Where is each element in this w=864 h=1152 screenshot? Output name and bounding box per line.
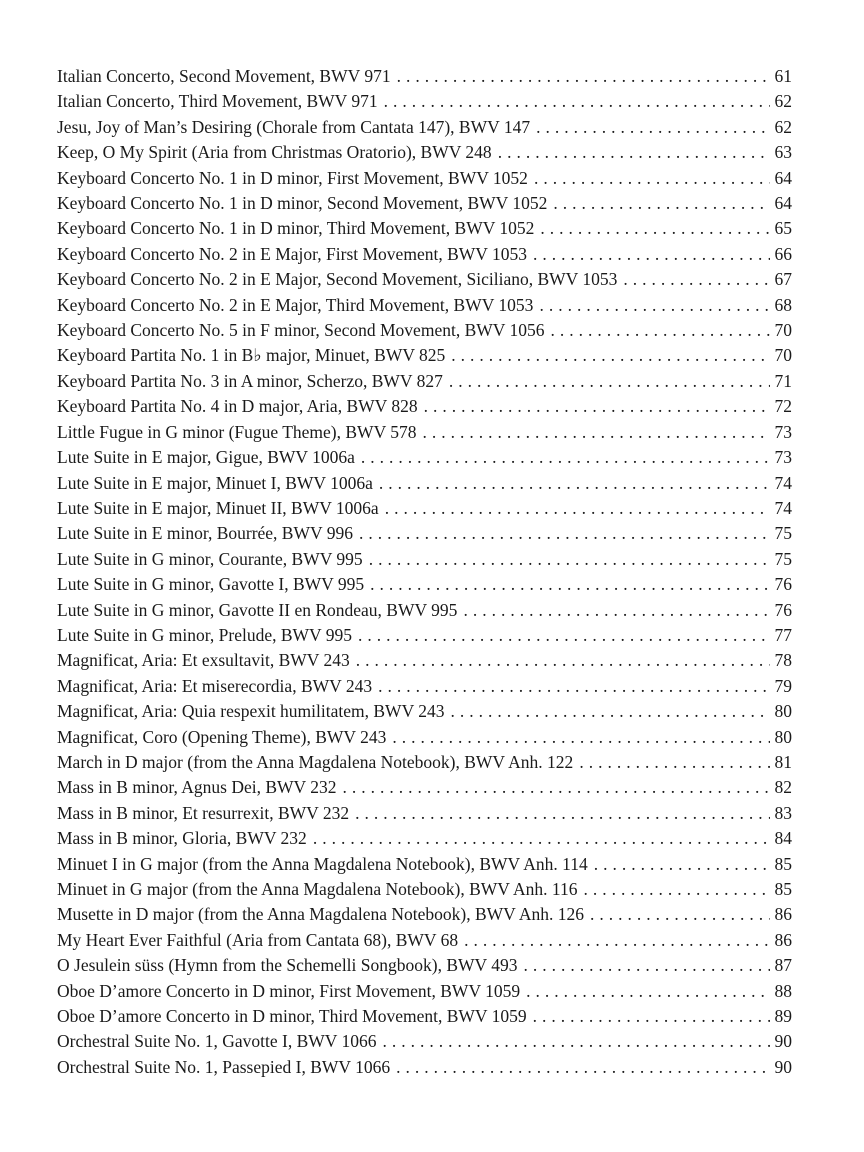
toc-entry xyxy=(57,826,792,851)
toc-entry xyxy=(57,547,792,572)
toc-entry-page: 76 xyxy=(774,574,792,595)
dot-leader xyxy=(392,725,769,750)
toc-entry-page: 86 xyxy=(774,904,792,925)
dot-leader xyxy=(533,1004,770,1029)
toc-entry-page: 90 xyxy=(774,1056,792,1077)
toc-entry-title: Lute Suite in E major, Gigue, BWV 1006a xyxy=(57,447,355,468)
toc-entry-title: Keyboard Concerto No. 1 in D minor, Second Movement, BWV 1052 xyxy=(57,193,548,214)
toc-entry-page: 72 xyxy=(774,396,792,417)
dot-leader xyxy=(449,369,770,394)
dot-leader xyxy=(540,216,769,241)
toc-entry-title: Keyboard Concerto No. 2 in E Major, Third Movement, BWV 1053 xyxy=(57,294,534,315)
toc-entry xyxy=(57,1029,792,1054)
toc-entry-page: 75 xyxy=(774,548,792,569)
toc-entry-page: 66 xyxy=(774,243,792,264)
toc-entry-title: Lute Suite in G minor, Gavotte I, BWV 995 xyxy=(57,574,365,595)
toc-entry-title: Keyboard Partita No. 3 in A minor, Scherzo, BWV 827 xyxy=(57,370,443,391)
toc-entry-title: Keyboard Partita No. 1 in B♭ major, Minuet, BWV 825 xyxy=(57,345,446,366)
toc-entry-page: 64 xyxy=(774,167,792,188)
toc-entry-title: Keyboard Concerto No. 1 in D minor, First Movement, BWV 1052 xyxy=(57,167,528,188)
dot-leader xyxy=(526,979,769,1004)
dot-leader xyxy=(539,293,769,318)
toc-entry-title: Keyboard Concerto No. 2 in E Major, Second Movement, Siciliano, BWV 1053 xyxy=(57,269,618,290)
dot-leader xyxy=(370,572,769,597)
toc-entry xyxy=(57,877,792,902)
toc-entry xyxy=(57,394,792,419)
toc-entry-page: 65 xyxy=(774,218,792,239)
toc-entry xyxy=(57,420,792,445)
dot-leader xyxy=(384,89,770,114)
toc-entry-title: Minuet I in G major (from the Anna Magdalena Notebook), BWV Anh. 114 xyxy=(57,853,588,874)
toc-entry-title: Lute Suite in G minor, Prelude, BWV 995 xyxy=(57,624,352,645)
toc-entry xyxy=(57,166,792,191)
toc-entry-page: 68 xyxy=(774,294,792,315)
dot-leader xyxy=(579,750,769,775)
toc-entry-title: Lute Suite in E minor, Bourrée, BWV 996 xyxy=(57,523,353,544)
toc-entry-page: 73 xyxy=(774,421,792,442)
toc-entry xyxy=(57,140,792,165)
toc-entry xyxy=(57,115,792,140)
toc-entry xyxy=(57,623,792,648)
toc-entry-page: 76 xyxy=(774,599,792,620)
toc-entry xyxy=(57,979,792,1004)
dot-leader xyxy=(342,775,769,800)
toc-entry xyxy=(57,521,792,546)
toc-entry xyxy=(57,648,792,673)
dot-leader xyxy=(623,267,769,292)
dot-leader xyxy=(359,521,770,546)
dot-leader xyxy=(397,64,770,89)
dot-leader xyxy=(423,420,770,445)
toc-entry-page: 73 xyxy=(774,447,792,468)
dot-leader xyxy=(379,471,770,496)
dot-leader xyxy=(584,877,770,902)
toc-entry-page: 81 xyxy=(774,751,792,772)
dot-leader xyxy=(361,445,770,470)
toc-entry-page: 62 xyxy=(774,91,792,112)
toc-entry xyxy=(57,674,792,699)
toc-entry-page: 78 xyxy=(774,650,792,671)
dot-leader xyxy=(451,699,770,724)
toc-list xyxy=(57,64,792,1080)
dot-leader xyxy=(358,623,770,648)
toc-entry-title: Magnificat, Coro (Opening Theme), BWV 243 xyxy=(57,726,387,747)
toc-entry xyxy=(57,699,792,724)
toc-entry xyxy=(57,267,792,292)
toc-entry xyxy=(57,775,792,800)
dot-leader xyxy=(594,852,770,877)
dot-leader xyxy=(382,1029,769,1054)
toc-entry xyxy=(57,445,792,470)
toc-entry-page: 64 xyxy=(774,193,792,214)
toc-entry-title: Minuet in G major (from the Anna Magdalena Notebook), BWV Anh. 116 xyxy=(57,879,578,899)
toc-entry-title: Little Fugue in G minor (Fugue Theme), BWV 578 xyxy=(57,421,417,442)
dot-leader xyxy=(356,648,770,673)
toc-entry-page: 84 xyxy=(774,828,792,849)
toc-entry-page: 82 xyxy=(774,777,792,798)
dot-leader xyxy=(313,826,770,851)
toc-entry xyxy=(57,1055,792,1080)
dot-leader xyxy=(534,166,770,191)
toc-entry-title: Lute Suite in E major, Minuet II, BWV 1006a xyxy=(57,497,379,518)
toc-entry xyxy=(57,471,792,496)
dot-leader xyxy=(498,140,770,165)
toc-entry-title: Magnificat, Aria: Et exsultavit, BWV 243 xyxy=(57,650,350,671)
dot-leader xyxy=(463,598,769,623)
toc-entry-page: 61 xyxy=(774,66,792,86)
toc-entry-title: Keep, O My Spirit (Aria from Christmas Oratorio), BWV 248 xyxy=(57,142,492,163)
toc-entry-title: Oboe D’amore Concerto in D minor, First Movement, BWV 1059 xyxy=(57,980,521,1001)
toc-entry-page: 74 xyxy=(774,472,792,493)
toc-entry-page: 79 xyxy=(774,675,792,696)
dot-leader xyxy=(550,318,769,343)
toc-entry xyxy=(57,216,792,241)
toc-entry xyxy=(57,496,792,521)
toc-entry-title: Orchestral Suite No. 1, Passepied I, BWV 1066 xyxy=(57,1056,391,1077)
toc-entry xyxy=(57,293,792,318)
toc-entry-title: March in D major (from the Anna Magdalena Notebook), BWV Anh. 122 xyxy=(57,751,574,772)
toc-entry-page: 62 xyxy=(774,116,792,137)
toc-entry xyxy=(57,242,792,267)
toc-entry-title: Orchestral Suite No. 1, Gavotte I, BWV 1066 xyxy=(57,1031,377,1052)
dot-leader xyxy=(553,191,769,216)
toc-entry xyxy=(57,953,792,978)
toc-entry-title: Lute Suite in G minor, Courante, BWV 995 xyxy=(57,548,363,569)
toc-entry-title: Mass in B minor, Gloria, BWV 232 xyxy=(57,828,307,849)
toc-entry xyxy=(57,191,792,216)
toc-entry-title: Keyboard Partita No. 4 in D major, Aria, BWV 828 xyxy=(57,396,418,417)
toc-entry-page: 85 xyxy=(774,879,792,899)
dot-leader xyxy=(451,343,769,368)
dot-leader xyxy=(396,1055,769,1080)
toc-entry-title: O Jesulein süss (Hymn from the Schemelli Songbook), BWV 493 xyxy=(57,955,518,976)
toc-entry-title: Italian Concerto, Second Movement, BWV 971 xyxy=(57,66,391,86)
toc-entry-title: Lute Suite in G minor, Gavotte II en Rondeau, BWV 995 xyxy=(57,599,458,620)
toc-entry-title: My Heart Ever Faithful (Aria from Cantata 68), BWV 68 xyxy=(57,929,459,950)
toc-entry-title: Lute Suite in E major, Minuet I, BWV 1006a xyxy=(57,472,373,493)
toc-entry xyxy=(57,64,792,89)
toc-entry-page: 90 xyxy=(774,1031,792,1052)
toc-entry-page: 80 xyxy=(774,701,792,722)
toc-entry xyxy=(57,725,792,750)
toc-entry-title: Keyboard Concerto No. 2 in E Major, First Movement, BWV 1053 xyxy=(57,243,527,264)
toc-entry-title: Musette in D major (from the Anna Magdalena Notebook), BWV Anh. 126 xyxy=(57,904,585,925)
toc-entry-title: Keyboard Concerto No. 5 in F minor, Second Movement, BWV 1056 xyxy=(57,320,545,341)
toc-entry-page: 77 xyxy=(774,624,792,645)
toc-entry-page: 87 xyxy=(774,955,792,976)
toc-entry-page: 71 xyxy=(774,370,792,391)
toc-entry-title: Mass in B minor, Agnus Dei, BWV 232 xyxy=(57,777,337,798)
toc-entry xyxy=(57,852,792,877)
toc-entry-page: 86 xyxy=(774,929,792,950)
dot-leader xyxy=(355,801,769,826)
toc-entry-page: 88 xyxy=(774,980,792,1001)
toc-entry-page: 70 xyxy=(774,320,792,341)
toc-entry xyxy=(57,572,792,597)
toc-entry xyxy=(57,801,792,826)
toc-entry-page: 85 xyxy=(774,853,792,874)
dot-leader xyxy=(369,547,770,572)
toc-entry-page: 89 xyxy=(774,1006,792,1027)
toc-entry-page: 83 xyxy=(774,802,792,823)
toc-entry-page: 75 xyxy=(774,523,792,544)
toc-entry-page: 67 xyxy=(774,269,792,290)
toc-entry-page: 70 xyxy=(774,345,792,366)
toc-entry xyxy=(57,902,792,927)
dot-leader xyxy=(590,902,769,927)
dot-leader xyxy=(378,674,769,699)
toc-entry-title: Magnificat, Aria: Et miserecordia, BWV 243 xyxy=(57,675,373,696)
toc-entry xyxy=(57,928,792,953)
toc-entry-title: Keyboard Concerto No. 1 in D minor, Third Movement, BWV 1052 xyxy=(57,218,535,239)
toc-entry xyxy=(57,750,792,775)
toc-entry-page: 63 xyxy=(774,142,792,163)
toc-entry xyxy=(57,1004,792,1029)
toc-entry xyxy=(57,369,792,394)
toc-entry-title: Mass in B minor, Et resurrexit, BWV 232 xyxy=(57,802,350,823)
toc-entry-title: Oboe D’amore Concerto in D minor, Third Movement, BWV 1059 xyxy=(57,1006,527,1027)
toc-entry-title: Italian Concerto, Third Movement, BWV 971 xyxy=(57,91,378,112)
toc-entry-page: 80 xyxy=(774,726,792,747)
dot-leader xyxy=(523,953,769,978)
toc-entry-page: 74 xyxy=(774,497,792,518)
toc-entry-title: Jesu, Joy of Man’s Desiring (Chorale from Cantata 147), BWV 147 xyxy=(57,116,531,137)
dot-leader xyxy=(533,242,770,267)
toc-entry xyxy=(57,343,792,368)
dot-leader xyxy=(536,115,769,140)
dot-leader xyxy=(385,496,770,521)
dot-leader xyxy=(464,928,769,953)
toc-entry xyxy=(57,598,792,623)
toc-entry xyxy=(57,318,792,343)
toc-entry-title: Magnificat, Aria: Quia respexit humilitatem, BWV 243 xyxy=(57,701,445,722)
toc-entry xyxy=(57,89,792,114)
dot-leader xyxy=(424,394,770,419)
